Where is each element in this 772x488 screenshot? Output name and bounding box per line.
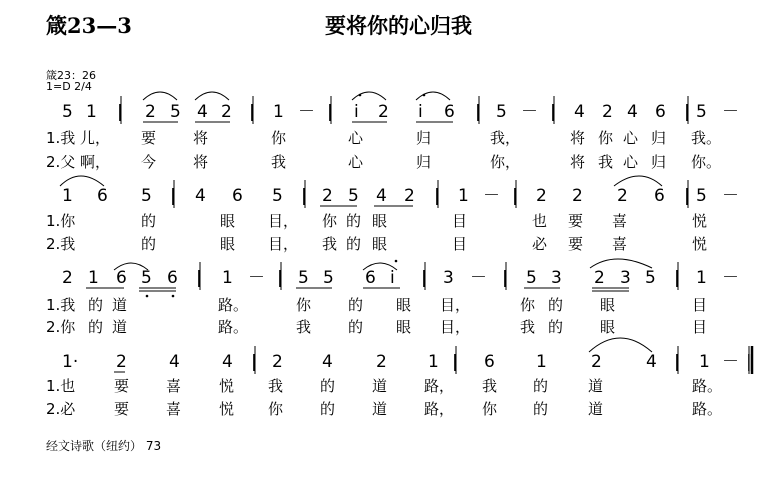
note: 5: [496, 102, 507, 122]
lyric-verse-1: 心: [348, 129, 364, 147]
note: 2: [272, 352, 283, 372]
barline: |: [249, 102, 255, 122]
note: 4: [222, 352, 233, 372]
lyric-verse-2: 你: [268, 400, 284, 418]
barline: |: [512, 186, 518, 206]
note: 6: [232, 186, 243, 206]
final-barline: ‖: [746, 352, 755, 372]
dash: －: [298, 102, 315, 122]
lyric-verse-1: 的: [88, 296, 104, 314]
barline: |: [674, 268, 680, 288]
note: 5: [170, 102, 181, 122]
note: 5: [272, 186, 283, 206]
note: 5: [696, 186, 707, 206]
barline: |: [327, 102, 333, 122]
barline: |: [434, 186, 440, 206]
lyric-verse-2: 道: [112, 318, 128, 336]
barline: |: [170, 186, 176, 206]
system-4: [0, 350, 772, 440]
dash: －: [722, 352, 739, 372]
dash: －: [722, 102, 739, 122]
note: 2: [145, 102, 156, 122]
lyric-verse-1: 也: [532, 212, 548, 230]
lyric-verse-1: 我，: [490, 129, 521, 147]
lyric-verse-1: 儿，: [80, 129, 111, 147]
note: 4: [197, 102, 208, 122]
slur: [195, 92, 229, 100]
note: 5: [62, 102, 73, 122]
lyric-verse-2: 今: [141, 153, 157, 171]
lyric-verse-2: 你。: [691, 153, 722, 171]
lyric-verse-2: 目: [692, 318, 708, 336]
note: 2: [404, 186, 415, 206]
lyric-verse-2: 眼: [396, 318, 412, 336]
note: i: [418, 102, 423, 122]
lyric-verse-2: 的: [348, 318, 364, 336]
lyric-verse-2: 眼: [220, 235, 236, 253]
note: 5: [323, 268, 334, 288]
barline: |: [251, 352, 257, 372]
note: 5: [526, 268, 537, 288]
lyric-verse-1: 的: [348, 296, 364, 314]
dash: －: [248, 268, 265, 288]
barline: |: [452, 352, 458, 372]
lyric-verse-1: 的: [141, 212, 157, 230]
note: 1: [273, 102, 284, 122]
note: 1: [62, 186, 73, 206]
slur: [416, 92, 450, 100]
note: 2: [591, 352, 602, 372]
lyric-verse-1: 目: [452, 212, 468, 230]
lyric-verse-2: 眼: [372, 235, 388, 253]
note: 1: [696, 268, 707, 288]
lyric-verse-2: 将: [193, 153, 209, 171]
song-title: 要将你的心归我: [325, 13, 472, 38]
note: 1·: [62, 352, 79, 372]
lyric-verse-1: 要: [141, 129, 157, 147]
note: 3: [443, 268, 454, 288]
barline: |: [475, 102, 481, 122]
lyric-verse-2: 你: [482, 400, 498, 418]
lyric-verse-2: 必: [532, 235, 548, 253]
lyric-verse-1: 将: [570, 129, 586, 147]
barline: |: [117, 102, 123, 122]
lyric-verse-1: 1.你: [46, 212, 76, 230]
lyric-verse-2: 心: [348, 153, 364, 171]
lyric-verse-1: 目，: [268, 212, 299, 230]
lyric-verse-1: 要: [114, 377, 130, 395]
system-2: [0, 184, 772, 274]
note: 2: [594, 268, 605, 288]
lyric-verse-2: 归: [651, 153, 667, 171]
slur: [143, 92, 177, 100]
note: 2: [378, 102, 389, 122]
lyric-verse-2: 路，: [424, 400, 455, 418]
note: 6: [365, 268, 376, 288]
lyric-verse-1: 道: [112, 296, 128, 314]
note: 4: [169, 352, 180, 372]
scripture-reference: 箴23：26: [46, 69, 96, 82]
note: 5: [141, 268, 152, 288]
lyric-verse-2: 目: [452, 235, 468, 253]
note: 4: [376, 186, 387, 206]
note: 6: [444, 102, 455, 122]
lyric-verse-1: 你: [598, 129, 614, 147]
note: 2: [376, 352, 387, 372]
lyric-verse-2: 悦: [692, 235, 708, 253]
key-signature: 1=D 2/4: [46, 80, 92, 93]
system-1: [0, 100, 772, 190]
lyric-verse-2: 道: [588, 400, 604, 418]
dash: －: [521, 102, 538, 122]
note: 4: [627, 102, 638, 122]
dash: －: [483, 186, 500, 206]
note: 5: [141, 186, 152, 206]
lyric-verse-1: 你: [520, 296, 536, 314]
lyric-verse-1: 目，: [440, 296, 471, 314]
note: 1: [86, 102, 97, 122]
lyric-verse-1: 1.也: [46, 377, 76, 395]
note: 5: [298, 268, 309, 288]
barline: |: [550, 102, 556, 122]
lyric-verse-1: 悦: [692, 212, 708, 230]
octave-dot-high: [423, 94, 426, 97]
lyric-verse-1: 我: [482, 377, 498, 395]
lyric-verse-1: 将: [193, 129, 209, 147]
lyric-verse-2: 目，: [268, 235, 299, 253]
lyric-verse-1: 眼: [220, 212, 236, 230]
lyric-verse-2: 路。: [218, 318, 249, 336]
lyric-verse-2: 的: [548, 318, 564, 336]
lyric-verse-2: 的: [346, 235, 362, 253]
note: 6: [97, 186, 108, 206]
note: 2: [617, 186, 628, 206]
note: 1: [699, 352, 710, 372]
lyric-verse-2: 的: [533, 400, 549, 418]
lyric-verse-2: 我: [598, 153, 614, 171]
lyric-verse-1: 眼: [372, 212, 388, 230]
note: 1: [428, 352, 439, 372]
lyric-verse-2: 悦: [219, 400, 235, 418]
lyric-verse-2: 2.父: [46, 153, 76, 171]
lyric-verse-1: 我。: [691, 129, 722, 147]
lyric-verse-2: 我: [322, 235, 338, 253]
score-id: 箴23—3: [46, 13, 132, 38]
lyric-verse-2: 喜: [612, 235, 628, 253]
barline: |: [196, 268, 202, 288]
lyric-verse-1: 归: [416, 129, 432, 147]
lyric-verse-1: 路。: [218, 296, 249, 314]
lyric-verse-2: 心: [623, 153, 639, 171]
lyric-verse-1: 要: [568, 212, 584, 230]
note: i: [354, 102, 359, 122]
note: i: [390, 268, 395, 288]
note: 4: [322, 352, 333, 372]
lyric-verse-2: 路。: [692, 400, 723, 418]
lyric-verse-1: 你: [271, 129, 287, 147]
note: 2: [572, 186, 583, 206]
dash: －: [722, 186, 739, 206]
lyric-verse-1: 路。: [692, 377, 723, 395]
note: 3: [551, 268, 562, 288]
note: 2: [116, 352, 127, 372]
lyric-verse-1: 1.我: [46, 296, 76, 314]
lyric-verse-2: 你，: [490, 153, 521, 171]
octave-dot-high: [359, 94, 362, 97]
barline: |: [421, 268, 427, 288]
barline: |: [674, 352, 680, 372]
lyric-verse-1: 道: [588, 377, 604, 395]
lyric-verse-1: 目: [692, 296, 708, 314]
lyric-verse-2: 2.你: [46, 318, 76, 336]
note: 6: [654, 186, 665, 206]
footer-source: 经文诗歌（纽约） 73: [46, 439, 162, 453]
lyric-verse-1: 眼: [396, 296, 412, 314]
note: 6: [116, 268, 127, 288]
note: 2: [602, 102, 613, 122]
note: 4: [574, 102, 585, 122]
lyric-verse-2: 我: [520, 318, 536, 336]
lyric-verse-1: 喜: [612, 212, 628, 230]
lyric-verse-2: 2.我: [46, 235, 76, 253]
barline: |: [684, 186, 690, 206]
lyric-verse-1: 的: [346, 212, 362, 230]
lyric-verse-1: 归: [651, 129, 667, 147]
note: 2: [62, 268, 73, 288]
slur: [352, 92, 386, 100]
lyric-verse-1: 道: [372, 377, 388, 395]
note: 2: [536, 186, 547, 206]
lyric-verse-2: 眼: [600, 318, 616, 336]
note: 6: [655, 102, 666, 122]
lyric-verse-2: 我: [296, 318, 312, 336]
lyric-verse-1: 你: [296, 296, 312, 314]
lyric-verse-2: 的: [88, 318, 104, 336]
lyric-verse-2: 的: [320, 400, 336, 418]
lyric-verse-2: 将: [570, 153, 586, 171]
lyric-verse-1: 路，: [424, 377, 455, 395]
note: 5: [645, 268, 656, 288]
lyric-verse-1: 心: [623, 129, 639, 147]
lyric-verse-2: 喜: [166, 400, 182, 418]
note: 1: [458, 186, 469, 206]
dash: －: [470, 268, 487, 288]
lyric-verse-2: 目，: [440, 318, 471, 336]
lyric-verse-1: 我: [268, 377, 284, 395]
lyric-verse-2: 道: [372, 400, 388, 418]
lyric-verse-1: 的: [320, 377, 336, 395]
lyric-verse-1: 悦: [219, 377, 235, 395]
note: 2: [221, 102, 232, 122]
lyric-verse-2: 归: [416, 153, 432, 171]
barline: |: [502, 268, 508, 288]
note: 3: [620, 268, 631, 288]
barline: |: [684, 102, 690, 122]
barline: |: [301, 186, 307, 206]
lyric-verse-1: 的: [548, 296, 564, 314]
note: 5: [348, 186, 359, 206]
lyric-verse-1: 1.我: [46, 129, 76, 147]
lyric-verse-1: 的: [533, 377, 549, 395]
lyric-verse-1: 你: [322, 212, 338, 230]
barline: |: [277, 268, 283, 288]
note: 6: [167, 268, 178, 288]
note: 1: [536, 352, 547, 372]
note: 4: [195, 186, 206, 206]
note: 4: [646, 352, 657, 372]
note: 5: [696, 102, 707, 122]
note: 6: [484, 352, 495, 372]
system-3: [0, 266, 772, 356]
lyric-verse-1: 喜: [166, 377, 182, 395]
note: 2: [322, 186, 333, 206]
dash: －: [722, 268, 739, 288]
lyric-verse-2: 要: [568, 235, 584, 253]
note: 1: [222, 268, 233, 288]
note: 1: [88, 268, 99, 288]
lyric-verse-2: 我: [271, 153, 287, 171]
lyric-verse-1: 眼: [600, 296, 616, 314]
lyric-verse-2: 要: [114, 400, 130, 418]
lyric-verse-2: 啊，: [80, 153, 111, 171]
lyric-verse-2: 2.必: [46, 400, 76, 418]
lyric-verse-2: 的: [141, 235, 157, 253]
